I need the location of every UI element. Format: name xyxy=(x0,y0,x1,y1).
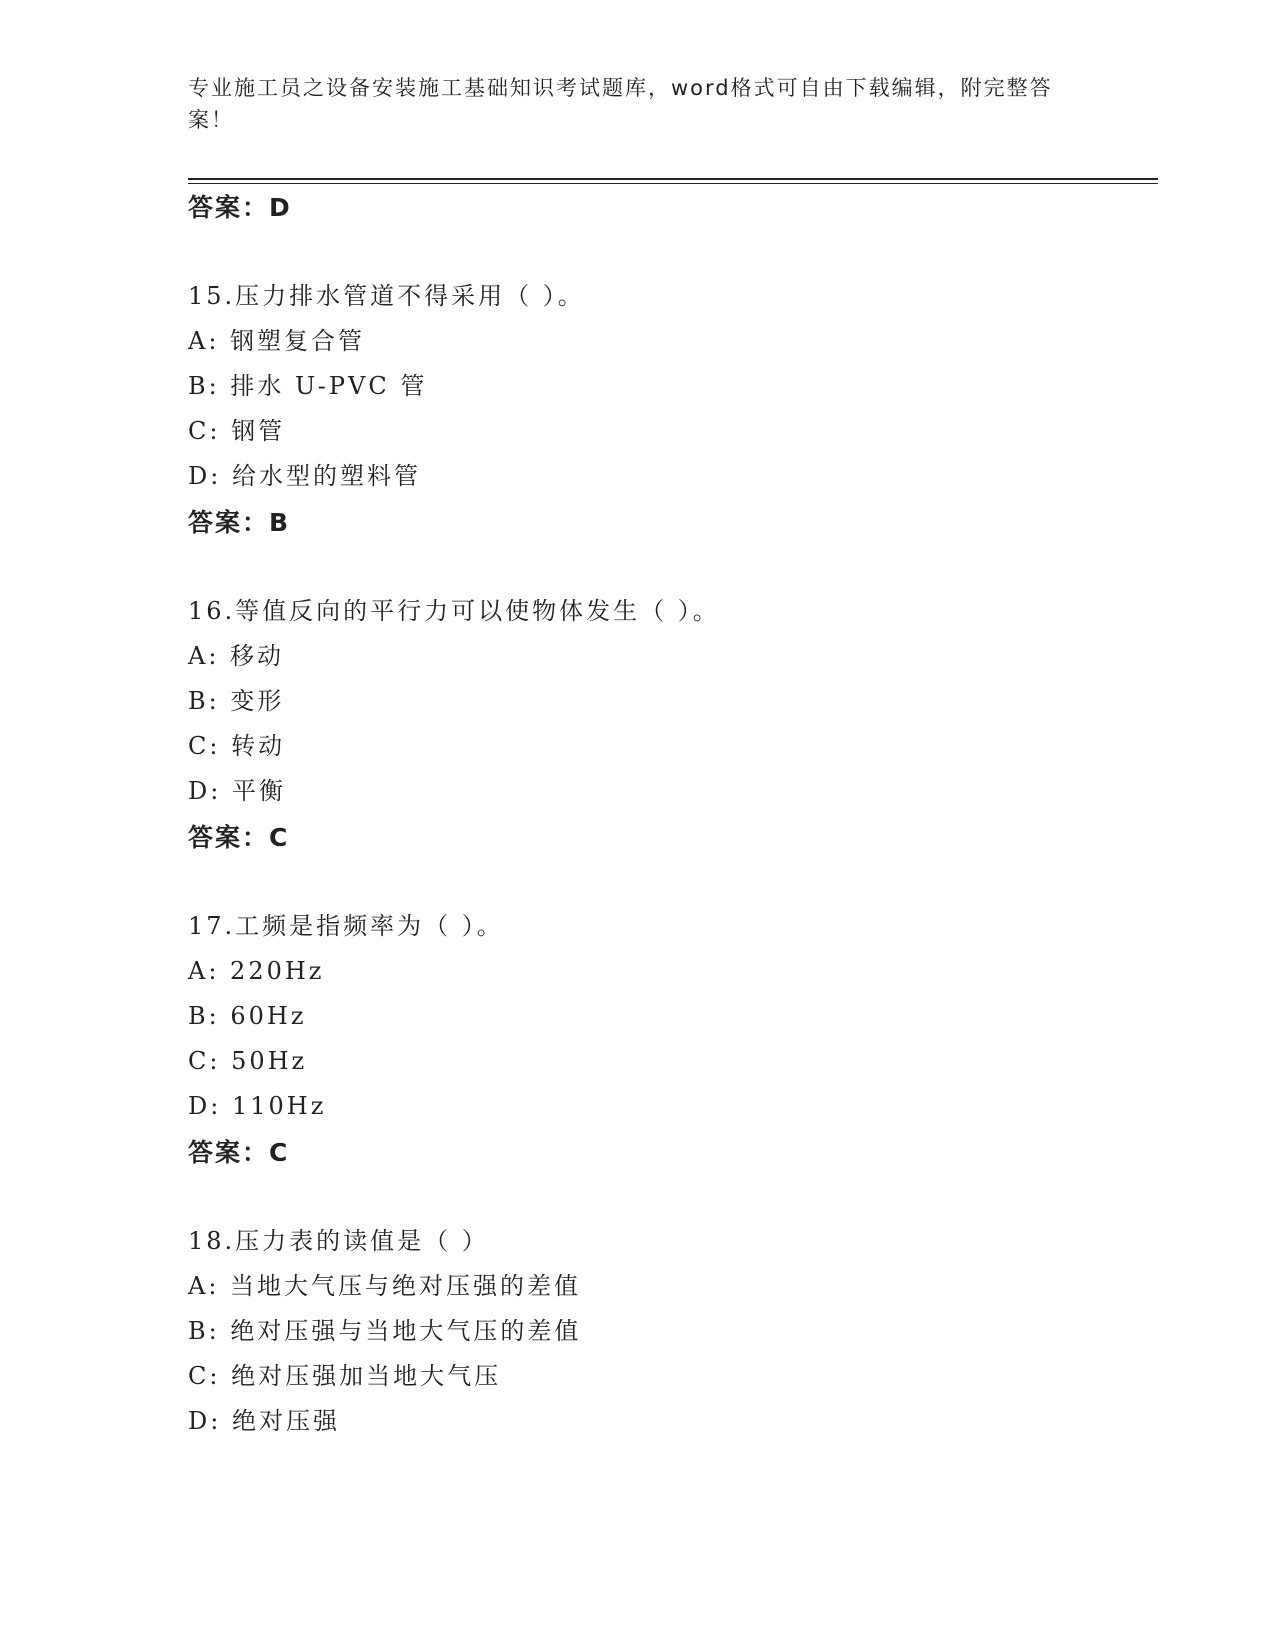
question-18: 18.压力表的读值是（ ） xyxy=(188,1227,489,1255)
option-d: D: 110Hz xyxy=(188,1092,327,1120)
header-rule-thick xyxy=(188,178,1158,180)
option-a: A: 钢塑复合管 xyxy=(188,327,366,355)
answer-line: 答案：B xyxy=(188,508,291,537)
option-d: D: 绝对压强 xyxy=(188,1407,340,1435)
document-header: 专业施工员之设备安装施工基础知识考试题库，word格式可自由下载编辑，附完整答案！ xyxy=(188,76,1053,132)
option-a: A: 移动 xyxy=(188,642,285,670)
question-16: 16.等值反向的平行力可以使物体发生（ ）。 xyxy=(188,597,720,625)
option-c: C: 钢管 xyxy=(188,417,286,445)
option-a: A: 当地大气压与绝对压强的差值 xyxy=(188,1272,582,1300)
question-17: 17.工频是指频率为（ ）。 xyxy=(188,912,504,940)
option-c: C: 50Hz xyxy=(188,1047,308,1075)
question-15: 15.压力排水管道不得采用（ ）。 xyxy=(188,282,585,310)
option-b: B: 绝对压强与当地大气压的差值 xyxy=(188,1317,582,1345)
option-b: B: 排水 U-PVC 管 xyxy=(188,372,428,400)
option-d: D: 给水型的塑料管 xyxy=(188,462,421,490)
option-d: D: 平衡 xyxy=(188,777,286,805)
answer-line: 答案：D xyxy=(188,193,292,222)
option-a: A: 220Hz xyxy=(188,957,325,985)
answer-line: 答案：C xyxy=(188,1138,290,1167)
header-rule-thin xyxy=(188,183,1158,184)
answer-line: 答案：C xyxy=(188,823,290,852)
option-c: C: 转动 xyxy=(188,732,286,760)
option-c: C: 绝对压强加当地大气压 xyxy=(188,1362,502,1390)
option-b: B: 60Hz xyxy=(188,1002,307,1030)
option-b: B: 变形 xyxy=(188,687,285,715)
